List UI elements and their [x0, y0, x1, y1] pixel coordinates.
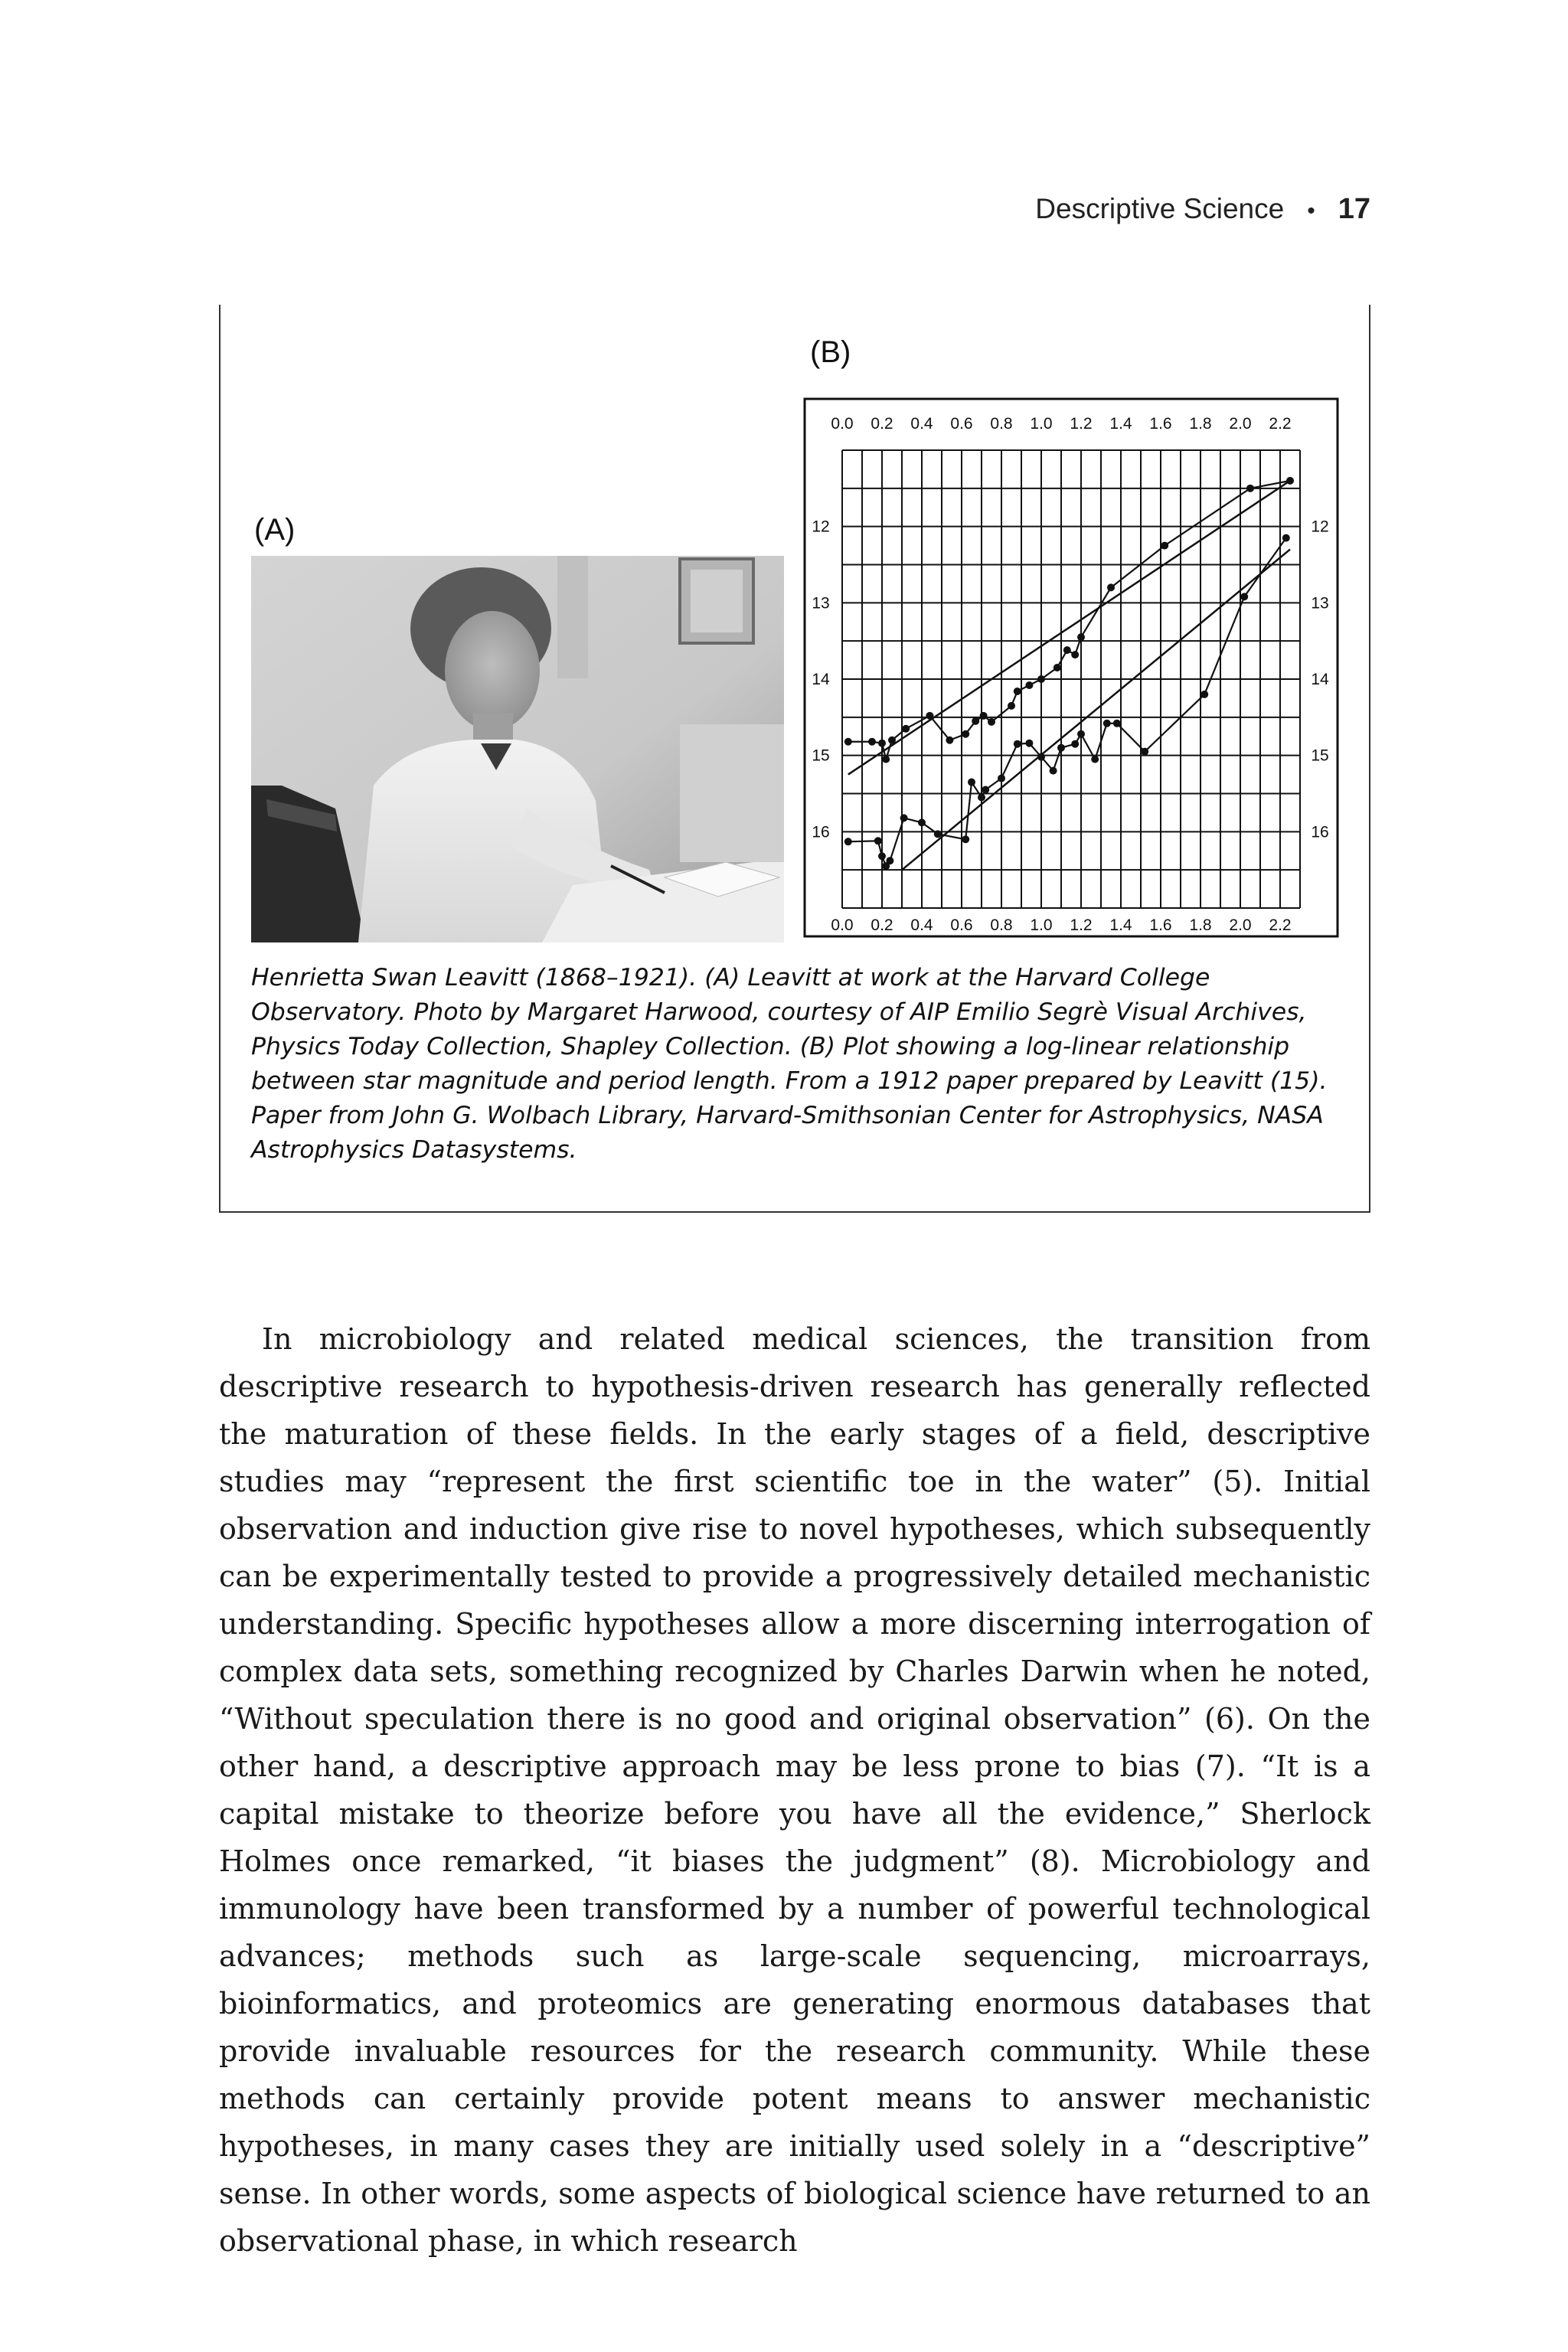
running-head: [1035, 193, 1370, 226]
x-tick-label-top: 0.8: [990, 415, 1013, 433]
data-point-minimum: [1103, 720, 1111, 727]
data-point-minimum: [844, 838, 852, 845]
data-point-maximum: [946, 737, 953, 744]
x-tick-label-bottom: 1.6: [1149, 916, 1172, 934]
y-tick-label-left: 16: [812, 823, 830, 841]
data-point-maximum: [1161, 542, 1168, 550]
data-point-minimum: [1057, 744, 1065, 752]
plot-svg: [802, 397, 1340, 939]
leavitt-photo: [251, 556, 784, 942]
x-tick-label-top: 1.8: [1189, 415, 1212, 433]
running-head-section: Descriptive Science: [1035, 193, 1285, 224]
data-point-minimum: [1091, 756, 1099, 763]
y-tick-label-left: 13: [812, 594, 830, 612]
data-point-maximum: [962, 730, 969, 738]
figure-box: [219, 305, 1370, 1213]
y-tick-label-left: 14: [812, 671, 830, 688]
body-paragraph: In microbiology and related medical sciences, the transition from descriptive research to hypothesis-driven research has generally reflected the maturation of these fields. In the early stages of a field, descriptive studies may “represent the first scientific toe in the water” (5). Initial observation and induction give rise to novel hypotheses, which subsequently can be experimentally tested to provide a progressively detailed mechanistic understanding. Specific hypotheses allow a more discerning interrogation of complex data sets, something recognized by Charles Darwin when he noted, “Without speculation there is no good and original observation” (6). On the other hand, a descriptive approach may be less prone to bias (7). “It is a capital mistake to theorize before you have all the evidence,” Sherlock Holmes once remarked, “it biases the judgment” (8). Microbiology and immunology have been transformed by a number of powerful technological advances; methods such as large-scale sequencing, microarrays, bioinformatics, and proteomics are generating enormous databases that provide invaluable resources for the research community. While these methods can certainly provide potent means to answer mechanistic hypotheses, in many cases they are initially used solely in a “descriptive” sense. In other words, some aspects of biological science have returned to an observational phase, in which research: [219, 1322, 1370, 2258]
x-tick-label-bottom: 1.8: [1189, 916, 1212, 934]
x-tick-label-bottom: 0.6: [950, 916, 973, 934]
body-text: [219, 1315, 1370, 2265]
running-head-bullet: •: [1307, 198, 1315, 224]
data-point-minimum: [978, 793, 985, 801]
data-point-maximum: [1071, 651, 1079, 658]
data-point-maximum: [1054, 664, 1061, 671]
data-point-minimum: [1113, 720, 1121, 727]
data-point-maximum: [844, 738, 852, 746]
panel-label-b: (B): [810, 335, 851, 369]
data-point-maximum: [1014, 688, 1021, 695]
data-point-minimum: [918, 818, 926, 826]
x-tick-label-bottom: 1.4: [1109, 916, 1132, 934]
x-tick-label-top: 1.6: [1149, 415, 1172, 433]
x-tick-label-bottom: 0.8: [990, 916, 1013, 934]
figure-caption: Henrietta Swan Leavitt (1868–1921). (A) Leavitt at work at the Harvard College Observatory. Photo by Margaret Harwood, courtesy of AIP Emilio Segrè Visual Archives, Physics Today Collection, Shapley Collection. (B) Plot showing a log-linear relationship between star magnitude and period length. From a 1912 paper prepared by Leavitt (15). Paper from John G. Wolbach Library, Harvard-Smithsonian Center for Astrophysics, NASA Astrophysics Datasystems.: [251, 964, 1328, 1164]
y-tick-label-right: 15: [1311, 746, 1329, 765]
y-tick-label-right: 12: [1311, 518, 1329, 536]
data-point-minimum: [874, 837, 882, 844]
data-point-minimum: [982, 786, 989, 794]
data-point-minimum: [1037, 753, 1045, 761]
x-tick-label-bottom: 0.4: [910, 916, 933, 934]
data-point-maximum: [1246, 485, 1254, 492]
data-point-maximum: [888, 737, 896, 744]
portrait-photo-icon: [251, 556, 784, 942]
x-tick-label-top: 1.0: [1030, 415, 1053, 433]
data-point-minimum: [900, 814, 908, 822]
x-tick-label-bottom: 2.2: [1269, 916, 1292, 934]
data-point-maximum: [972, 717, 979, 725]
x-tick-label-top: 0.6: [950, 415, 973, 433]
data-point-maximum: [882, 756, 890, 763]
x-tick-label-bottom: 1.2: [1070, 916, 1093, 934]
y-tick-label-right: 16: [1311, 823, 1329, 841]
data-point-maximum: [1077, 633, 1085, 641]
data-point-maximum: [1008, 702, 1015, 710]
x-tick-label-top: 0.0: [831, 415, 854, 433]
y-tick-label-right: 13: [1311, 594, 1329, 612]
x-tick-label-bottom: 2.0: [1229, 916, 1252, 934]
data-point-minimum: [968, 779, 975, 786]
data-point-maximum: [878, 740, 886, 747]
panel-label-a: (A): [254, 513, 296, 547]
data-point-maximum: [1063, 646, 1071, 654]
x-tick-label-top: 2.0: [1229, 415, 1252, 433]
x-tick-label-top: 2.2: [1269, 415, 1292, 433]
data-point-minimum: [998, 775, 1005, 782]
x-tick-label-bottom: 0.0: [831, 916, 854, 934]
data-point-minimum: [1025, 740, 1033, 747]
data-point-maximum: [1037, 675, 1045, 683]
data-point-maximum: [902, 725, 910, 733]
x-tick-label-top: 0.2: [871, 415, 893, 433]
page-number: 17: [1338, 193, 1370, 225]
data-point-maximum: [1025, 681, 1033, 689]
y-tick-label-left: 12: [812, 518, 830, 536]
data-point-maximum: [1286, 477, 1294, 485]
data-point-minimum: [934, 830, 942, 838]
data-point-minimum: [1200, 691, 1208, 698]
data-point-minimum: [1240, 593, 1248, 600]
data-point-maximum: [868, 738, 876, 746]
data-point-minimum: [886, 857, 893, 864]
data-point-minimum: [878, 852, 886, 860]
x-tick-label-top: 0.4: [910, 415, 933, 433]
x-tick-label-top: 1.2: [1070, 415, 1093, 433]
period-magnitude-plot: [802, 397, 1340, 939]
data-point-maximum: [980, 712, 988, 720]
data-point-minimum: [1282, 534, 1290, 542]
data-point-minimum: [962, 835, 969, 843]
data-point-maximum: [926, 712, 933, 720]
data-point-minimum: [1014, 740, 1021, 748]
data-point-maximum: [988, 718, 995, 726]
data-point-minimum: [1141, 748, 1148, 756]
y-tick-label-left: 15: [812, 746, 830, 765]
x-tick-label-bottom: 1.0: [1030, 916, 1053, 934]
data-point-minimum: [1050, 767, 1057, 775]
data-point-minimum: [1077, 730, 1085, 738]
data-point-maximum: [1107, 583, 1115, 591]
data-point-minimum: [1071, 740, 1079, 748]
y-tick-label-right: 14: [1311, 671, 1329, 688]
x-tick-label-bottom: 0.2: [871, 916, 893, 934]
x-tick-label-top: 1.4: [1109, 415, 1132, 433]
